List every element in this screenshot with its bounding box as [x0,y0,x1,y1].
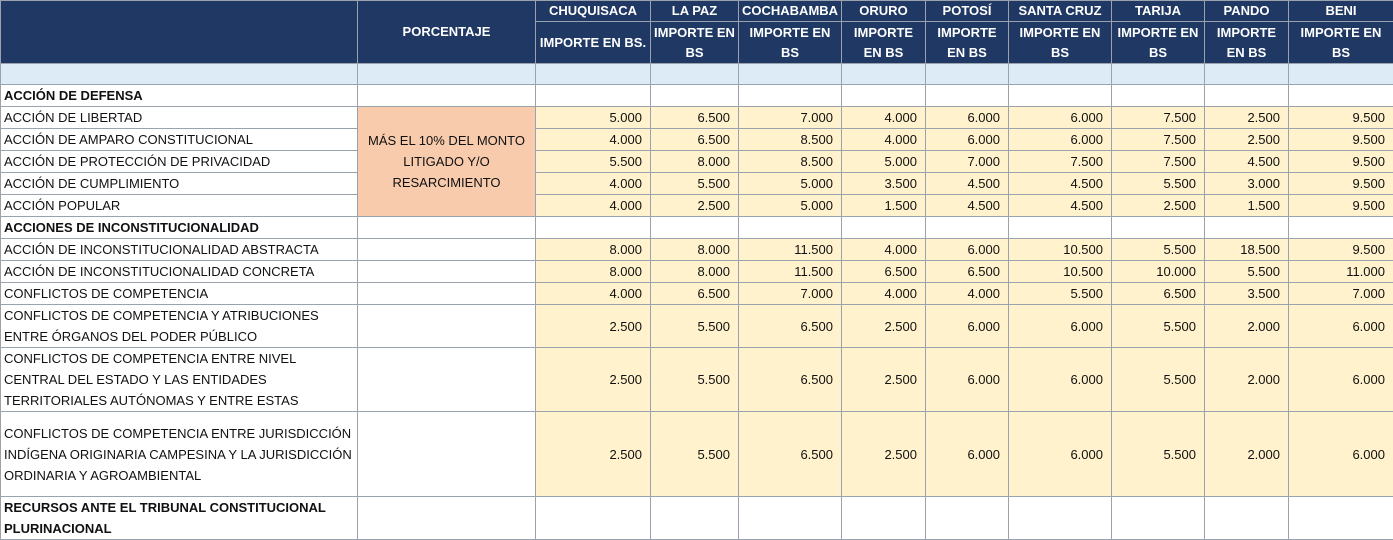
amount-cell: 2.000 [1205,348,1289,412]
amount-cell: 6.500 [651,107,739,129]
unit-header-oruro: IMPORTE EN BS [842,22,926,64]
amount-cell: 7.000 [739,107,842,129]
table-row [1,107,1393,129]
section-row-inconstitucionalidad [1,217,1393,239]
empty-cell [842,85,926,107]
amount-cell: 8.000 [651,151,739,173]
amount-cell: 5.500 [1009,283,1112,305]
empty-cell [358,261,536,283]
amount-cell: 5.500 [1112,348,1205,412]
amount-cell: 7.000 [926,151,1009,173]
amount-cell: 5.000 [739,195,842,217]
unit-header-pando: IMPORTE EN BS [1205,22,1289,64]
amount-cell: 7.500 [1112,107,1205,129]
section-title: ACCIONES DE INCONSTITUCIONALIDAD [1,217,358,239]
amount-cell: 5.500 [651,348,739,412]
band-cell [358,64,536,85]
unit-header-tarija: IMPORTE EN BS [1112,22,1205,64]
spacer-band-row [1,64,1393,85]
row-label: CONFLICTOS DE COMPETENCIA Y ATRIBUCIONES ENTRE ÓRGANOS DEL PODER PÚBLICO [1,305,358,348]
amount-cell: 1.500 [842,195,926,217]
band-cell [1289,64,1393,85]
amount-cell: 2.500 [1205,129,1289,151]
empty-cell [358,85,536,107]
dept-header-santa-cruz: SANTA CRUZ [1009,1,1112,22]
amount-cell: 3.500 [842,173,926,195]
amount-cell: 9.500 [1289,173,1393,195]
amount-cell: 6.500 [926,261,1009,283]
amount-cell: 6.000 [926,239,1009,261]
unit-header-potosi: IMPORTE EN BS [926,22,1009,64]
amount-cell: 2.500 [1112,195,1205,217]
section-row-defensa [1,85,1393,107]
empty-cell [358,348,536,412]
amount-cell: 2.000 [1205,412,1289,497]
unit-header-chuquisaca: IMPORTE EN BS. [536,22,651,64]
amount-cell: 4.000 [536,129,651,151]
row-label: ACCIÓN DE INCONSTITUCIONALIDAD CONCRETA [1,261,358,283]
amount-cell: 6.500 [1112,283,1205,305]
header-blank-cell [1,1,358,64]
empty-cell [926,85,1009,107]
empty-cell [1289,85,1393,107]
table-row [1,412,1393,497]
amount-cell: 5.500 [651,305,739,348]
amount-cell: 4.500 [1205,151,1289,173]
empty-cell [358,217,536,239]
empty-cell [1009,497,1112,540]
amount-cell: 2.500 [536,348,651,412]
amount-cell: 4.000 [842,283,926,305]
amount-cell: 10.000 [1112,261,1205,283]
empty-cell [926,497,1009,540]
empty-cell [1009,85,1112,107]
dept-header-tarija: TARIJA [1112,1,1205,22]
amount-cell: 6.000 [926,129,1009,151]
empty-cell [1112,85,1205,107]
empty-cell [1205,85,1289,107]
header-row-top [1,1,1393,22]
amount-cell: 2.500 [651,195,739,217]
amount-cell: 6.500 [651,283,739,305]
table-row [1,283,1393,305]
dept-header-potosi: POTOSÍ [926,1,1009,22]
amount-cell: 6.000 [1009,305,1112,348]
band-cell [1205,64,1289,85]
empty-cell [536,85,651,107]
amount-cell: 7.000 [1289,283,1393,305]
amount-cell: 4.000 [842,239,926,261]
amount-cell: 5.500 [1112,412,1205,497]
amount-cell: 4.500 [926,173,1009,195]
table-row [1,348,1393,412]
amount-cell: 5.500 [1112,239,1205,261]
amount-cell: 6.500 [739,348,842,412]
row-label: ACCIÓN POPULAR [1,195,358,217]
amount-cell: 10.500 [1009,239,1112,261]
band-cell [1,64,358,85]
row-label: CONFLICTOS DE COMPETENCIA ENTRE NIVEL CENTRAL DEL ESTADO Y LAS ENTIDADES TERRITORIALES AUTÓNOMAS Y ENTRE ESTAS [1,348,358,412]
row-label: ACCIÓN DE PROTECCIÓN DE PRIVACIDAD [1,151,358,173]
amount-cell: 2.500 [1205,107,1289,129]
amount-cell: 6.500 [651,129,739,151]
table-row [1,261,1393,283]
amount-cell: 5.000 [739,173,842,195]
amount-cell: 3.000 [1205,173,1289,195]
amount-cell: 5.500 [536,151,651,173]
amount-cell: 9.500 [1289,239,1393,261]
amount-cell: 7.500 [1112,129,1205,151]
dept-header-cochabamba: COCHABAMBA [739,1,842,22]
band-cell [926,64,1009,85]
amount-cell: 9.500 [1289,129,1393,151]
empty-cell [536,217,651,239]
amount-cell: 9.500 [1289,195,1393,217]
amount-cell: 8.500 [739,151,842,173]
empty-cell [651,85,739,107]
empty-cell [358,239,536,261]
amount-cell: 5.500 [651,412,739,497]
band-cell [1009,64,1112,85]
amount-cell: 4.000 [926,283,1009,305]
empty-cell [739,217,842,239]
dept-header-la-paz: LA PAZ [651,1,739,22]
unit-header-la-paz: IMPORTE EN BS [651,22,739,64]
amount-cell: 6.000 [926,412,1009,497]
empty-cell [1112,217,1205,239]
amount-cell: 6.000 [926,348,1009,412]
table-body [1,1,1393,540]
unit-header-beni: IMPORTE EN BS [1289,22,1393,64]
porcentaje-header: PORCENTAJE [358,1,536,64]
amount-cell: 2.500 [536,305,651,348]
row-label: CONFLICTOS DE COMPETENCIA ENTRE JURISDICCIÓN INDÍGENA ORIGINARIA CAMPESINA Y LA JURISDICCIÓN ORDINARIA Y AGROAMBIENTAL [1,412,358,497]
empty-cell [739,85,842,107]
row-label: CONFLICTOS DE COMPETENCIA [1,283,358,305]
amount-cell: 2.000 [1205,305,1289,348]
empty-cell [1205,217,1289,239]
amount-cell: 11.500 [739,261,842,283]
empty-cell [358,305,536,348]
amount-cell: 6.000 [926,107,1009,129]
row-label: ACCIÓN DE LIBERTAD [1,107,358,129]
empty-cell [651,217,739,239]
table-row [1,239,1393,261]
amount-cell: 6.000 [1289,348,1393,412]
amount-cell: 4.000 [842,107,926,129]
empty-cell [1112,497,1205,540]
empty-cell [842,217,926,239]
band-cell [651,64,739,85]
amount-cell: 6.000 [1289,305,1393,348]
empty-cell [1205,497,1289,540]
amount-cell: 5.000 [536,107,651,129]
unit-header-cochabamba: IMPORTE EN BS [739,22,842,64]
amount-cell: 8.000 [651,239,739,261]
amount-cell: 2.500 [536,412,651,497]
amount-cell: 4.500 [1009,173,1112,195]
amount-cell: 4.500 [926,195,1009,217]
band-cell [1112,64,1205,85]
empty-cell [358,497,536,540]
amount-cell: 7.000 [739,283,842,305]
empty-cell [651,497,739,540]
amount-cell: 6.000 [1009,412,1112,497]
empty-cell [1289,497,1393,540]
empty-cell [1009,217,1112,239]
section-row-recursos [1,497,1393,540]
band-cell [739,64,842,85]
band-cell [842,64,926,85]
table-row [1,305,1393,348]
amount-cell: 10.500 [1009,261,1112,283]
amount-cell: 11.000 [1289,261,1393,283]
empty-cell [739,497,842,540]
amount-cell: 8.000 [651,261,739,283]
section-title: RECURSOS ANTE EL TRIBUNAL CONSTITUCIONAL PLURINACIONAL [1,497,358,540]
amount-cell: 6.500 [739,305,842,348]
amount-cell: 8.000 [536,239,651,261]
table-row [1,195,1393,217]
amount-cell: 5.000 [842,151,926,173]
amount-cell: 8.500 [739,129,842,151]
amount-cell: 5.500 [1112,173,1205,195]
table-row [1,173,1393,195]
amount-cell: 6.000 [1009,107,1112,129]
amount-cell: 4.500 [1009,195,1112,217]
amount-cell: 18.500 [1205,239,1289,261]
amount-cell: 3.500 [1205,283,1289,305]
amount-cell: 6.500 [842,261,926,283]
amount-cell: 6.000 [1009,129,1112,151]
row-label: ACCIÓN DE CUMPLIMIENTO [1,173,358,195]
dept-header-beni: BENI [1289,1,1393,22]
empty-cell [536,497,651,540]
amount-cell: 11.500 [739,239,842,261]
row-label: ACCIÓN DE AMPARO CONSTITUCIONAL [1,129,358,151]
dept-header-pando: PANDO [1205,1,1289,22]
dept-header-oruro: ORURO [842,1,926,22]
amount-cell: 6.500 [739,412,842,497]
amount-cell: 7.500 [1009,151,1112,173]
amount-cell: 4.000 [536,173,651,195]
amount-cell: 7.500 [1112,151,1205,173]
amount-cell: 4.000 [536,283,651,305]
amount-cell: 6.000 [926,305,1009,348]
row-label: ACCIÓN DE INCONSTITUCIONALIDAD ABSTRACTA [1,239,358,261]
percentage-note: MÁS EL 10% DEL MONTO LITIGADO Y/O RESARCIMIENTO [358,107,536,217]
empty-cell [358,283,536,305]
table-row [1,129,1393,151]
amount-cell: 6.000 [1289,412,1393,497]
unit-header-santa-cruz: IMPORTE EN BS [1009,22,1112,64]
amount-cell: 5.500 [651,173,739,195]
empty-cell [926,217,1009,239]
amount-cell: 8.000 [536,261,651,283]
amount-cell: 2.500 [842,348,926,412]
amount-cell: 2.500 [842,412,926,497]
band-cell [536,64,651,85]
empty-cell [842,497,926,540]
amount-cell: 4.000 [842,129,926,151]
amount-cell: 5.500 [1112,305,1205,348]
empty-cell [358,412,536,497]
table-row [1,151,1393,173]
amount-cell: 1.500 [1205,195,1289,217]
amount-cell: 9.500 [1289,107,1393,129]
amount-cell: 2.500 [842,305,926,348]
amount-cell: 5.500 [1205,261,1289,283]
amount-cell: 6.000 [1009,348,1112,412]
section-title: ACCIÓN DE DEFENSA [1,85,358,107]
empty-cell [1289,217,1393,239]
amount-cell: 4.000 [536,195,651,217]
amount-cell: 9.500 [1289,151,1393,173]
dept-header-chuquisaca: CHUQUISACA [536,1,651,22]
